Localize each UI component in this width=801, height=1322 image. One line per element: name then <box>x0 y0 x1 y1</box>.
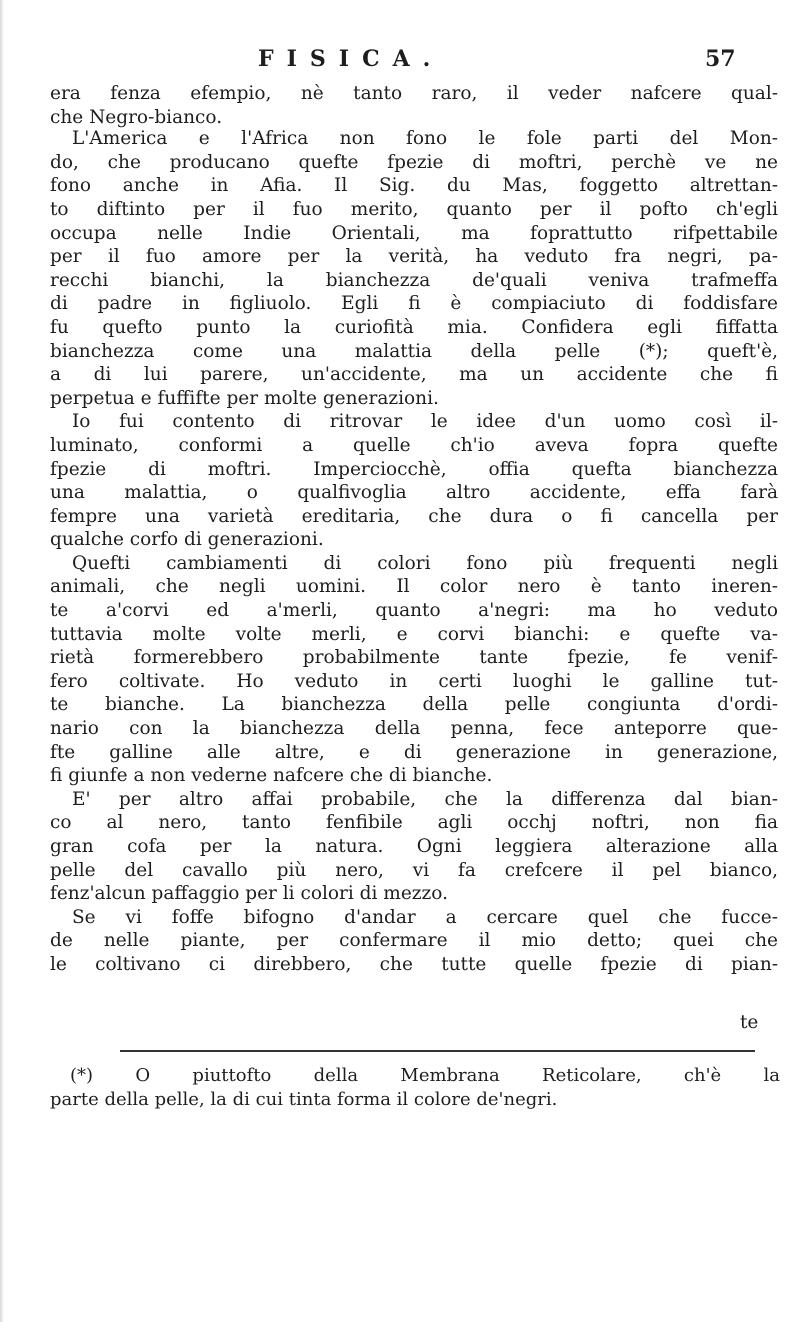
footnote-line: parte della pelle, la di cui tinta forma il colore de'negri. <box>50 1088 558 1110</box>
text-line: fenz'alcun paffaggio per li colori di mezzo. <box>50 883 448 905</box>
page-number: 57 <box>705 46 736 72</box>
page-gutter-shadow <box>0 0 4 1322</box>
text-line: fte galline alle altre, e di generazione in generazione, <box>50 741 778 763</box>
running-title: FISICA. <box>258 46 444 72</box>
text-line: una malattia, o qualfivoglia altro accidente, effa farà <box>50 482 778 504</box>
text-line: bianchezza come una malattia della pelle (*); queft'è, <box>50 340 778 362</box>
text-line: Quefti cambiamenti di colori fono più frequenti negli <box>72 552 778 574</box>
text-line: a di lui parere, un'accidente, ma un accidente che fi <box>50 364 778 386</box>
text-line: qualche corfo di generazioni. <box>50 529 324 551</box>
text-line: nario con la bianchezza della penna, fece anteporre que- <box>50 718 778 740</box>
text-line: fpezie di moftri. Imperciocchè, offia quefta bianchezza <box>50 458 778 480</box>
text-line: Io fui contento di ritrovar le idee d'un uomo così il- <box>72 411 778 433</box>
text-line: perpetua e fuffifte per molte generazioni. <box>50 387 439 409</box>
text-line: L'America e l'Africa non fono le fole parti del Mon- <box>72 128 778 150</box>
text-line: le coltivano ci direbbero, che tutte quelle fpezie di pian- <box>50 953 778 975</box>
text-line: per il fuo amore per la verità, ha veduto fra negri, pa- <box>50 246 778 268</box>
text-line: fono anche in Afia. Il Sig. du Mas, foggetto altrettan- <box>50 175 778 197</box>
text-line: E' per altro affai probabile, che la differenza dal bian- <box>72 788 778 810</box>
text-line: rietà formerebbero probabilmente tante fpezie, fe venif- <box>50 647 778 669</box>
text-line: fempre una varietà ereditaria, che dura o fi cancella per <box>50 505 778 527</box>
text-line: luminato, conformi a quelle ch'io aveva fopra quefte <box>50 434 778 456</box>
text-line: occupa nelle Indie Orientali, ma foprattutto rifpettabile <box>50 222 778 244</box>
footnote-divider <box>120 1050 755 1052</box>
text-line: fu quefto punto la curiofità mia. Confidera egli fiffatta <box>50 316 778 338</box>
text-line: tuttavia molte volte merli, e corvi bianchi: e quefte va- <box>50 623 778 645</box>
text-line: do, che producano quefte fpezie di moftri, perchè ve ne <box>50 151 778 173</box>
text-line: che Negro-bianco. <box>50 106 223 128</box>
text-line: di padre in figliuolo. Egli fi è compiaciuto di foddisfare <box>50 293 778 315</box>
text-line: to diftinto per il fuo merito, quanto per il pofto ch'egli <box>50 198 778 220</box>
text-line: de nelle piante, per confermare il mio detto; quei che <box>50 930 778 952</box>
text-line: pelle del cavallo più nero, vi fa crefcere il pel bianco, <box>50 859 778 881</box>
text-line: animali, che negli uomini. Il color nero è tanto ineren- <box>50 576 778 598</box>
footnote <box>50 1064 780 1111</box>
body-text <box>50 82 778 977</box>
catchword: te <box>740 1012 759 1033</box>
text-line: fero coltivate. Ho veduto in certi luoghi le galline tut- <box>50 670 778 692</box>
text-line: te bianche. La bianchezza della pelle congiunta d'ordi- <box>50 694 778 716</box>
page-header <box>0 46 801 82</box>
text-line: Se vi foffe bifogno d'andar a cercare quel che fucce- <box>72 906 778 928</box>
text-line: te a'corvi ed a'merli, quanto a'negri: ma ho veduto <box>50 600 778 622</box>
text-line: fi giunfe a non vederne nafcere che di bianche. <box>50 765 493 787</box>
text-line: recchi bianchi, la bianchezza de'quali veniva trafmeffa <box>50 269 778 291</box>
footnote-line: (*) O piuttofto della Membrana Reticolare, ch'è la <box>70 1065 780 1086</box>
text-line: gran cofa per la natura. Ogni leggiera alterazione alla <box>50 836 778 857</box>
text-line: co al nero, tanto fenfibile agli occhj noftri, non fia <box>50 812 778 834</box>
text-line: era fenza efempio, nè tanto raro, il veder nafcere qual- <box>50 83 778 104</box>
